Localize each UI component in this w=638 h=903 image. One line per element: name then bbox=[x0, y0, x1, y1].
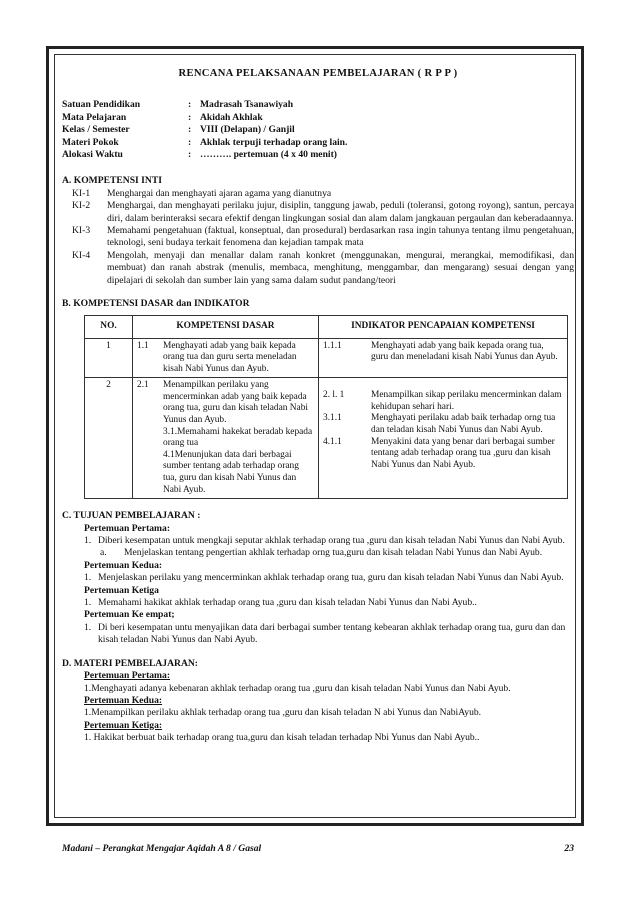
rpp-document bbox=[62, 60, 574, 745]
identity-value: Akhlak terpuji terhadap orang lain. bbox=[200, 136, 348, 148]
kd-table bbox=[84, 315, 568, 500]
column-header: KOMPETENSI DASAR bbox=[133, 315, 319, 338]
document-title: RENCANA PELAKSANAAN PEMBELAJARAN ( R P P ) bbox=[178, 68, 458, 79]
identity-label: Satuan Pendidikan bbox=[62, 99, 141, 111]
list-item: 1. Di beri kesempatan untu menyajikan data dari berbagai sumber tentang kebearan akhlak terhadap orang tua, guru dan dan kisah teladan Nabi Yunus dan Nabi Ayub. bbox=[84, 621, 566, 646]
list-item: a. Menjelaskan tentang pengertian akhlak terhadap orng tua,guru dan kisah teladan Nabi Yunus dan Nabi Ayub. bbox=[100, 547, 543, 559]
page-footer bbox=[62, 843, 574, 854]
ki-item: KI-4 Mengolah, menyaji dan menallar dalam ranah konkret (menggunakan, mengurai, merangkai, memodifikasi, dan membuat) dan ranah abstrak (menulis, membaca, menghitung, menggambar, dan mengarang) sesuai dengan yang dipelajari di sekolah dan sumber lain yang sama dalam sudut pandang/teori bbox=[72, 249, 574, 286]
ki-item: KI-2 Menghargai, dan menghayati perilaku jujur, disiplin, tanggung jawab, peduli (toleransi, gotong royong), santun, percaya diri, dalam berinteraksi secara efektif dengan lingkungan sosial dan alam dalam jangkauan pergaulan dan keberadaannya. bbox=[72, 200, 574, 224]
section-a-heading: A. KOMPETENSI INTI bbox=[62, 175, 162, 187]
identity-value: Akidah Akhlak bbox=[200, 111, 263, 123]
list-item: 1.Menghayati adanya kebenaran akhlak terhadap orang tua ,guru dan kisah teladan Nabi Yunus dan Nabi Ayub. bbox=[84, 682, 511, 694]
kd-cell: 2.1 Menampilkan perilaku yang mencerminkan adab yang baik kepada orang tua, guru dan kisah teladan Nabi Yunus dan Ayub. 3.1.Memahami hakekat beradab kepada orang tua 4.1Menunjukan data dari berbagai sumber tentang adab terhadap orang tua, guru dan kisah Nabi Yunus dan Nabi Ayub. bbox=[133, 378, 319, 499]
identity-label: Mata Pelajaran bbox=[62, 111, 127, 123]
meeting-title: Pertemuan Pertama: bbox=[84, 670, 171, 682]
meeting-title: Pertemuan Kedua: bbox=[84, 559, 163, 571]
table-row bbox=[85, 338, 568, 378]
list-item: 1. Memahami hakikat akhlak terhadap orang tua ,guru dan kisah teladan Nabi Yunus dan Nabi Ayub.. bbox=[84, 597, 477, 609]
list-item: 1. Diberi kesempatan untuk mengkaji seputar akhlak terhadap orang tua ,guru dan kisah teladan Nabi Yunus dan Nabi Ayub. bbox=[84, 535, 565, 547]
kd-cell: 1.1 Menghayati adab yang baik kepada orang tua dan guru serta meneladan kisah Nabi Yunus dan Ayub. bbox=[133, 338, 319, 378]
identity-value: Madrasah Tsanawiyah bbox=[200, 99, 294, 111]
indicator-cell: 1.1.1 Menghayati adab yang baik kepada orang tua, guru dan meneladani kisah Nabi Yunus dan Ayub. bbox=[319, 338, 568, 378]
ki-item: KI-1 Menghargai dan menghayati ajaran agama yang dianutnya bbox=[72, 187, 332, 199]
meeting-title: Pertemuan Ke empat; bbox=[84, 609, 175, 621]
ki-item: KI-3 Memahami pengetahuan (faktual, konseptual, dan prosedural) berdasarkan rasa ingin tahunya tentang ilmu pengetahuan, teknologi, seni budaya terkait fenomena dan kejadian tampak mata bbox=[72, 225, 574, 249]
table-header-row bbox=[85, 315, 568, 338]
identity-value: VIII (Delapan) / Ganjil bbox=[200, 124, 295, 136]
identity-label: Alokasi Waktu bbox=[62, 149, 123, 161]
meeting-title: Pertemuan Ketiga bbox=[84, 584, 159, 596]
meeting-title: Pertemuan Ketiga: bbox=[84, 719, 163, 731]
identity-label: Kelas / Semester bbox=[62, 124, 130, 136]
identity-value: ………. pertemuan (4 x 40 menit) bbox=[200, 149, 337, 161]
meeting-title: Pertemuan Pertama: bbox=[84, 522, 171, 534]
meeting-title: Pertemuan Kedua: bbox=[84, 694, 163, 706]
list-item: 1. Menjelaskan perilaku yang mencerminkan akhlak terhadap orang tua, guru dan kisah teladan Nabi Yunus dan Nabi Ayub. bbox=[84, 572, 564, 584]
column-header: INDIKATOR PENCAPAIAN KOMPETENSI bbox=[319, 315, 568, 338]
page-number: 23 bbox=[564, 843, 574, 854]
section-b-heading: B. KOMPETENSI DASAR dan INDIKATOR bbox=[62, 298, 250, 310]
row-number: 2 bbox=[85, 378, 133, 499]
footer-text: Madani – Perangkat Mengajar Aqidah A 8 / Gasal bbox=[62, 843, 262, 854]
column-header: NO. bbox=[85, 315, 133, 338]
indicator-cell: 2. l. 1 Menampilkan sikap perilaku mencerminkan dalam kehidupan sehari hari. 3.1.1 Menghayati perilaku adab baik terhadap orng tua dan teladan kisah Nabi Yunus dan Nabi Ayub. 4.1.1 Menyakini data yang benar dari berbagai sumber tentang adab terhadap orang tua ,guru dan kisah Nabi Yunus dan Nabi Ayub. bbox=[319, 378, 568, 499]
list-item: 1.Menampilkan perilaku akhlak terhadap orang tua ,guru dan kisah teladan N abi Yunus dan NabiAyub. bbox=[84, 707, 482, 719]
table-row bbox=[85, 378, 568, 499]
row-number: 1 bbox=[85, 338, 133, 378]
section-d-heading: D. MATERI PEMBELAJARAN: bbox=[62, 657, 198, 669]
identity-label: Materi Pokok bbox=[62, 136, 119, 148]
section-c-heading: C. TUJUAN PEMBELAJARAN : bbox=[62, 510, 201, 522]
identity-block: Satuan Pendidikan : Madrasah Tsanawiyah Mata Pelajaran : Akidah Akhlak Kelas / Semester : VIII (Delapan) / Ganjil Materi Pokok : Akhlak terpuji terhadap orang lain. Alokasi Waktu : ………. pertemuan (4 x 40 menit) bbox=[62, 99, 574, 161]
list-item: 1. Hakikat berbuat baik terhadap orang tua,guru dan kisah teladan terhadap Nbi Yunus dan Nabi Ayub.. bbox=[84, 732, 480, 744]
